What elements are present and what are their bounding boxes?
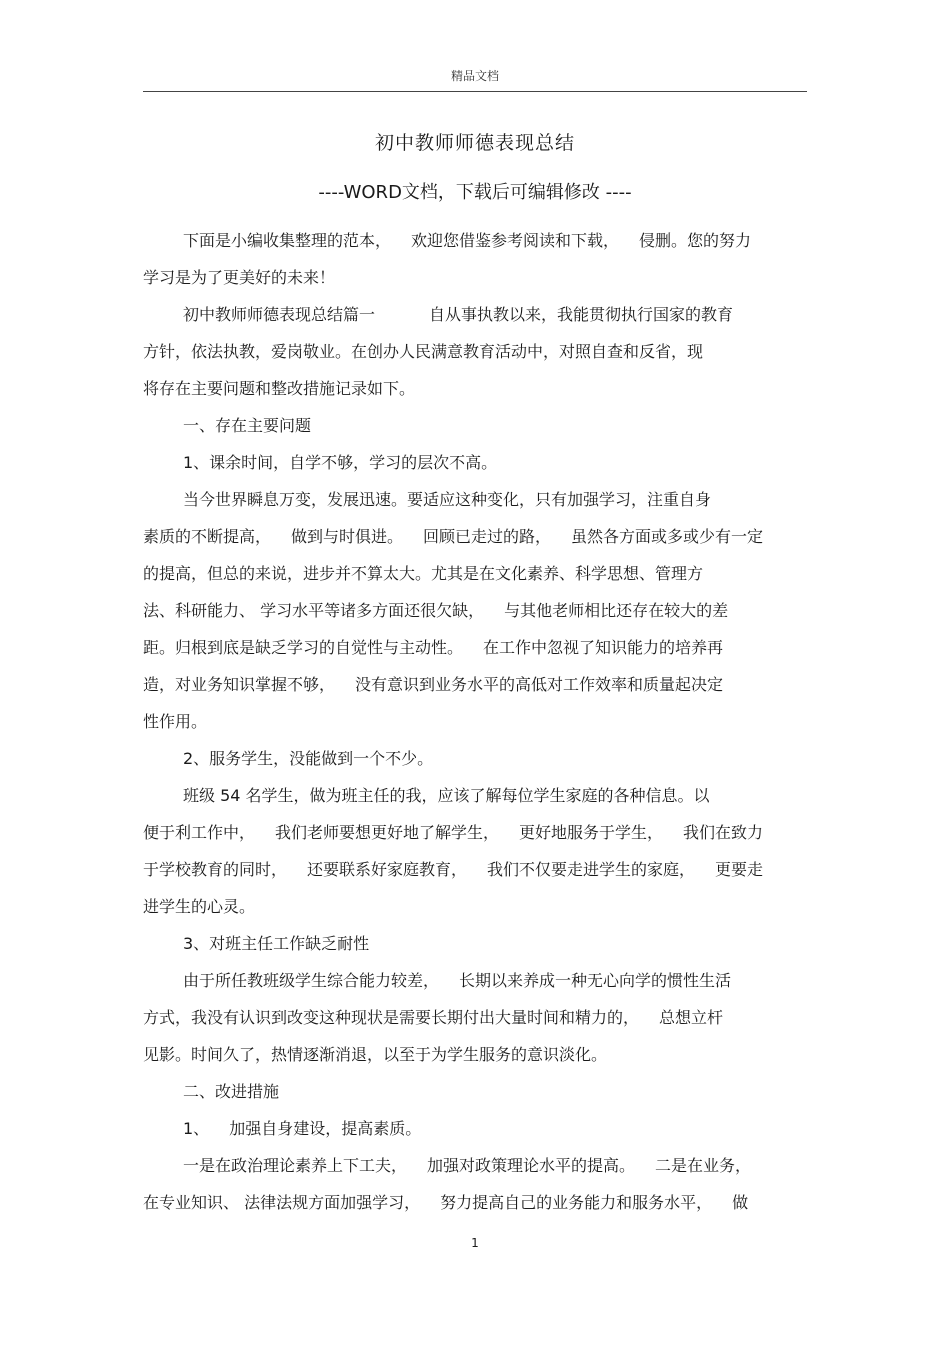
text-line — [143, 1184, 809, 1221]
text-segment: 方针，依法执教，爱岗敬业。在创办人民满意教育活动中，对照自查和反省，现 — [143, 342, 704, 361]
text-line — [143, 962, 809, 999]
text-line — [143, 703, 809, 740]
document-subtitle: ----WORD文档，下载后可编辑修改 ---- — [318, 182, 632, 203]
text-line — [143, 814, 809, 851]
text-line — [143, 555, 809, 592]
text-line — [143, 296, 809, 333]
text-segment: 努力提高自己的业务能力和服务水平， — [440, 1193, 713, 1212]
text-segment: 初中教师师德表现总结篇一 — [183, 305, 376, 324]
text-segment: 加强自身建设，提高素质。 — [229, 1119, 422, 1138]
text-segment: 我们老师要想更好地了解学生， — [275, 823, 500, 842]
text-segment: 便于利工作中， — [143, 823, 256, 842]
text-segment: 于学校教育的同时， — [143, 860, 288, 879]
text-line — [143, 481, 809, 518]
text-segment: 1、 — [183, 1119, 210, 1138]
text-segment: 距。归根到底是缺乏学习的自觉性与主动性。 — [143, 638, 464, 657]
text-line — [143, 407, 809, 444]
text-segment: 学习是为了更美好的未来！ — [143, 268, 336, 287]
text-segment: 1、课余时间，自学不够，学习的层次不高。 — [183, 453, 498, 472]
text-segment: 在专业知识、 法律法规方面加强学习， — [143, 1193, 421, 1212]
text-line — [143, 259, 809, 296]
text-segment: 一、存在主要问题 — [183, 416, 312, 435]
text-segment: 我们在致力 — [683, 823, 764, 842]
text-segment: 与其他老师相比还存在较大的差 — [504, 601, 729, 620]
text-segment: 将存在主要问题和整改措施记录如下。 — [143, 379, 416, 398]
header-divider — [143, 91, 807, 92]
text-line — [143, 666, 809, 703]
text-line — [143, 1110, 809, 1147]
text-line — [143, 518, 809, 555]
text-segment: 侵删。您的努力 — [639, 231, 752, 250]
text-segment: 的提高，但总的来说，进步并不算太大。尤其是在文化素养、科学思想、管理方 — [143, 564, 704, 583]
text-segment: 还要联系好家庭教育， — [307, 860, 468, 879]
page-number: 1 — [471, 1236, 479, 1250]
text-segment: 长期以来养成一种无心向学的惯性生活 — [459, 971, 732, 990]
text-segment: 班级 54 名学生，做为班主任的我，应该了解每位学生家庭的各种信息。以 — [183, 786, 710, 805]
text-line — [143, 851, 809, 888]
text-line — [143, 592, 809, 629]
document-body — [143, 222, 809, 1221]
text-line — [143, 333, 809, 370]
text-segment: 见影。时间久了，热情逐渐消退，以至于为学生服务的意识淡化。 — [143, 1045, 608, 1064]
text-segment: 3、对班主任工作缺乏耐性 — [183, 934, 370, 953]
text-line — [143, 1036, 809, 1073]
text-line — [143, 925, 809, 962]
text-segment: 二是在业务， — [655, 1156, 752, 1175]
text-segment: 进学生的心灵。 — [143, 897, 256, 916]
text-line — [143, 222, 809, 259]
text-segment: 回顾已走过的路， — [423, 527, 552, 546]
text-segment: 加强对政策理论水平的提高。 — [427, 1156, 636, 1175]
page-header-label: 精品文档 — [450, 69, 499, 83]
text-segment: 没有意识到业务水平的高低对工作效率和质量起决定 — [355, 675, 724, 694]
text-segment: 我们不仅要走进学生的家庭， — [487, 860, 696, 879]
text-segment: 二、改进措施 — [183, 1082, 280, 1101]
text-segment: 素质的不断提高， — [143, 527, 272, 546]
text-line — [143, 888, 809, 925]
text-segment: 2、服务学生，没能做到一个不少。 — [183, 749, 434, 768]
text-segment: 虽然各方面或多或少有一定 — [571, 527, 764, 546]
text-segment: 做到与时俱进。 — [291, 527, 404, 546]
text-segment: 做 — [732, 1193, 749, 1212]
text-segment: 更好地服务于学生， — [519, 823, 664, 842]
text-segment: 在工作中忽视了知识能力的培养再 — [483, 638, 724, 657]
text-line — [143, 777, 809, 814]
text-segment: 法、科研能力、 学习水平等诸多方面还很欠缺， — [143, 601, 485, 620]
text-segment: 由于所任教班级学生综合能力较差， — [183, 971, 440, 990]
text-segment: 自从事执教以来，我能贯彻执行国家的教育 — [429, 305, 734, 324]
text-line — [143, 1073, 809, 1110]
text-line — [143, 370, 809, 407]
text-line — [143, 444, 809, 481]
text-segment: 一是在政治理论素养上下工夫， — [183, 1156, 408, 1175]
text-segment: 性作用。 — [143, 712, 208, 731]
text-segment: 当今世界瞬息万变，发展迅速。要适应这种变化，只有加强学习，注重自身 — [183, 490, 712, 509]
text-segment: 下面是小编收集整理的范本， — [183, 231, 392, 250]
text-segment: 方式，我没有认识到改变这种现状是需要长期付出大量时间和精力的， — [143, 1008, 640, 1027]
text-line — [143, 740, 809, 777]
text-segment: 总想立杆 — [659, 1008, 724, 1027]
text-line — [143, 999, 809, 1036]
text-segment: 更要走 — [715, 860, 764, 879]
document-title: 初中教师师德表现总结 — [374, 132, 575, 154]
text-line — [143, 629, 809, 666]
text-segment: 欢迎您借鉴参考阅读和下载， — [411, 231, 620, 250]
text-line — [143, 1147, 809, 1184]
text-segment: 造，对业务知识掌握不够， — [143, 675, 336, 694]
